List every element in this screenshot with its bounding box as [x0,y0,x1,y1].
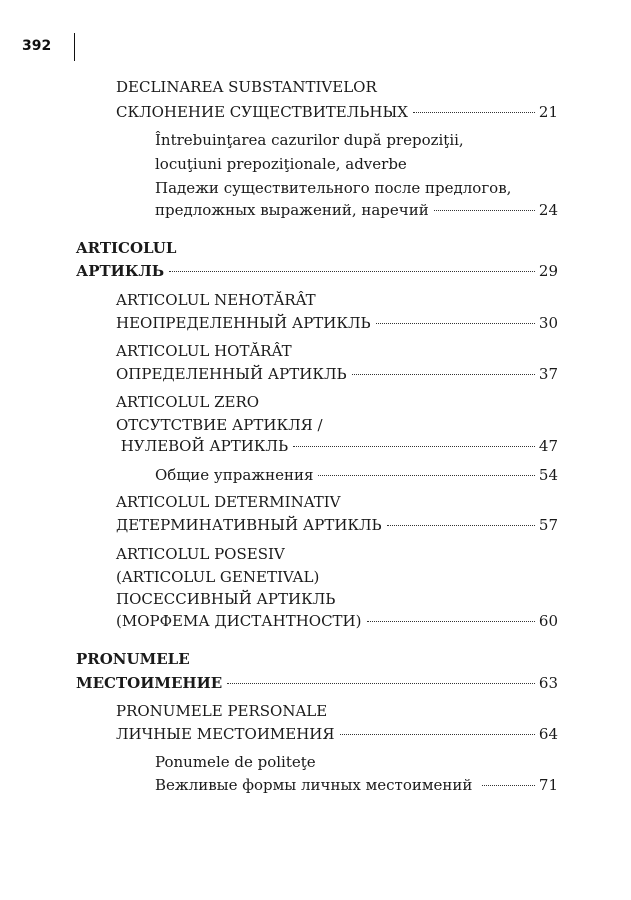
toc-entry-personale[interactable]: ЛИЧНЫЕ МЕСТОИМЕНИЯ 64 [116,725,558,743]
toc-entry-line: Ponumele de politeţe [155,753,316,771]
dot-leader [352,374,535,375]
dot-leader [482,785,535,786]
toc-page-number: 37 [538,365,558,383]
toc-page-number: 60 [538,612,558,630]
header-rule [74,33,75,61]
toc-entry-line: ARTICOLUL NEHOTĂRÂT [116,291,316,309]
toc-entry-zero[interactable]: НУЛЕВОЙ АРТИКЛЬ 47 [116,437,558,455]
toc-entry-line: locuţiuni prepoziţionale, adverbe [155,155,407,173]
toc-entry-hotarat[interactable]: ОПРЕДЕЛЕННЫЙ АРТИКЛЬ 37 [116,365,558,383]
toc-page-number: 71 [538,776,558,794]
toc-entry-line: ARTICOLUL DETERMINATIV [116,493,341,511]
dot-leader [227,683,535,684]
toc-section-pronumele[interactable]: МЕСТОИМЕНИЕ 63 [76,674,558,692]
toc-entry-determinativ[interactable]: ДЕТЕРМИНАТИВНЫЙ АРТИКЛЬ 57 [116,516,558,534]
toc-page-number: 30 [538,314,558,332]
toc-entry-line: (ARTICOLUL GENETIVAL) [116,568,320,586]
toc-entry-line: DECLINAREA SUBSTANTIVELOR [116,78,377,96]
dot-leader [367,621,535,622]
toc-entry-line: ARTICOLUL POSESIV [116,545,285,563]
toc-entry-cazuri[interactable]: предложных выражений, наречий 24 [155,201,558,219]
toc-page-number: 21 [538,103,558,121]
dot-leader [387,525,535,526]
toc-entry-line: PRONUMELE PERSONALE [116,702,328,720]
toc-section-heading: PRONUMELE [76,650,190,668]
toc-entry-line: ОТСУТСТВИЕ АРТИКЛЯ / [116,416,323,434]
toc-entry-line: ARTICOLUL ZERO [116,393,260,411]
page-number: 392 [22,38,52,54]
toc-entry-exercitii[interactable]: Общие упражнения 54 [155,466,558,484]
toc-entry-line: ARTICOLUL HOTĂRÂT [116,342,292,360]
toc-entry-declinarea[interactable]: СКЛОНЕНИЕ СУЩЕСТВИТЕЛЬНЫХ 21 [116,103,558,121]
dot-leader [293,446,535,447]
toc-page-number: 24 [538,201,558,219]
dot-leader [413,112,535,113]
dot-leader [376,323,535,324]
toc-entry-line: ПОСЕССИВНЫЙ АРТИКЛЬ [116,590,336,608]
toc-page-number: 29 [538,262,558,280]
dot-leader [318,475,534,476]
toc-entry-politete[interactable]: Вежливые формы личных местоимений 71 [155,776,558,794]
dot-leader [434,210,535,211]
toc-section-heading: ARTICOLUL [76,239,177,257]
toc-entry-line: Падежи существительного после предлогов, [155,179,512,197]
toc-section-articolul[interactable]: АРТИКЛЬ 29 [76,262,558,280]
toc-page-number: 54 [538,466,558,484]
toc-entry-line: Întrebuinţarea cazurilor după prepoziţii, [155,131,464,149]
toc-page-number: 64 [538,725,558,743]
toc-entry-posesiv[interactable]: (МОРФЕМА ДИСТАНТНОСТИ) 60 [116,612,558,630]
dot-leader [340,734,535,735]
toc-page-number: 47 [538,437,558,455]
toc-page-number: 57 [538,516,558,534]
toc-page-number: 63 [538,674,558,692]
dot-leader [169,271,535,272]
toc-entry-nehotarat[interactable]: НЕОПРЕДЕЛЕННЫЙ АРТИКЛЬ 30 [116,314,558,332]
